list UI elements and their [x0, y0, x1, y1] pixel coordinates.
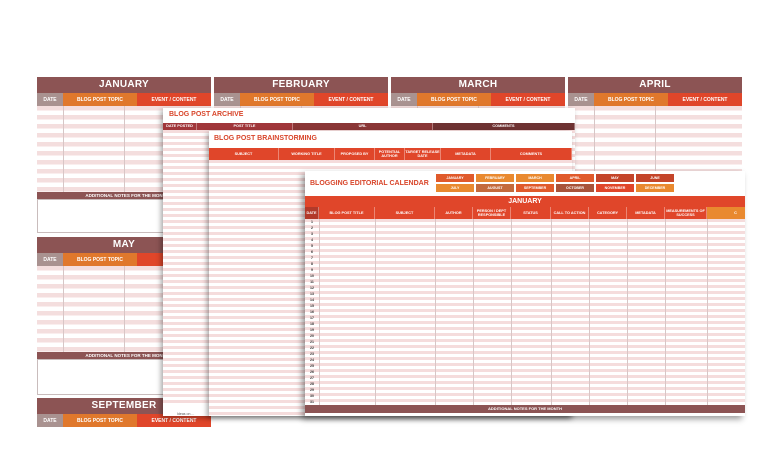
day-number: 18 [310, 322, 314, 326]
event-header: EVENT / CONTENT [314, 93, 388, 106]
day-number: 10 [310, 274, 314, 278]
day-number: 13 [310, 292, 314, 296]
month-title: FEBRUARY [214, 77, 388, 93]
notes-label: ADDITIONAL NOTES FOR THE MON [37, 352, 211, 359]
column-proposed-by: PROPOSED BY [335, 148, 375, 160]
date-header: DATE [214, 93, 240, 106]
day-number: 8 [311, 262, 313, 266]
month-rows [568, 106, 742, 177]
column-post-title: POST TITLE [197, 123, 293, 130]
column-category: CATEGORY [589, 207, 627, 219]
column-person-dept: PERSON / DEPT RESPONSIBLE [473, 207, 511, 219]
editorial-column-headers [305, 207, 745, 219]
day-number: 6 [311, 250, 313, 254]
column-metadata: METADATA [441, 148, 491, 160]
event-header: EVENT / CONTENT [668, 93, 742, 106]
month-title: MAY [37, 237, 211, 253]
column-url: URL [293, 123, 433, 130]
month-header-row [391, 93, 565, 106]
brainstorm-column-headers [209, 148, 572, 160]
column-date-posted: DATE POSTED [163, 123, 197, 130]
day-number: 26 [310, 370, 314, 374]
month-sheet-april [568, 77, 742, 177]
day-number: 1 [311, 220, 313, 224]
archive-footer-text: Ideas on ... [177, 412, 195, 416]
column-subject: SUBJECT [375, 207, 435, 219]
topic-header: BLOG POST TOPIC [63, 414, 137, 427]
date-header: DATE [37, 93, 63, 106]
topic-header: BLOG POST TOPIC [594, 93, 668, 106]
month-tab-february[interactable]: FEBRUARY [476, 174, 514, 182]
day-number: 30 [310, 394, 314, 398]
column-date: DATE [305, 207, 319, 219]
date-header: DATE [391, 93, 417, 106]
column-call-to-action: CALL TO ACTION [551, 207, 589, 219]
blogging-editorial-calendar-sheet [305, 171, 745, 416]
day-number: 16 [310, 310, 314, 314]
date-header: DATE [37, 253, 63, 266]
month-tab-grid [436, 174, 674, 192]
column-working-title: WORKING TITLE [279, 148, 335, 160]
event-header: EVENT / CONTENT [137, 414, 211, 427]
day-number: 21 [310, 340, 314, 344]
sheet-title: BLOGGING EDITORIAL CALENDAR [310, 180, 429, 187]
column-target-release-date: TARGET RELEASE DATE [405, 149, 440, 158]
day-number: 11 [310, 280, 314, 284]
day-number: 17 [310, 316, 314, 320]
month-tab-may[interactable]: MAY [596, 174, 634, 182]
day-number: 22 [310, 346, 314, 350]
day-number: 15 [310, 304, 314, 308]
notes-label: ADDITIONAL NOTES FOR THE MONTH [305, 405, 745, 413]
month-tab-november[interactable]: NOVEMBER [596, 184, 634, 192]
archive-column-headers [163, 123, 575, 130]
editorial-rows [305, 219, 745, 405]
date-header: DATE [568, 93, 594, 106]
topic-header: BLOG POST TOPIC [63, 253, 137, 266]
column-comments: COMMENTS [433, 123, 575, 130]
current-month-bar: JANUARY [305, 196, 745, 207]
day-number: 12 [310, 286, 314, 290]
notes-label: ADDITIONAL NOTES FOR THE MON [37, 192, 211, 199]
column-blog-post-title: BLOG POST TITLE [319, 207, 375, 219]
event-header: EVENT / CONTENT [137, 93, 211, 106]
column-potential-author: POTENTIAL AUTHOR [375, 148, 405, 160]
month-tab-october[interactable]: OCTOBER [556, 184, 594, 192]
day-number: 25 [310, 364, 314, 368]
month-title: SEPTEMBER [37, 398, 211, 414]
day-number: 7 [311, 256, 313, 260]
day-number: 29 [310, 388, 314, 392]
month-title: JANUARY [37, 77, 211, 93]
month-header-row [568, 93, 742, 106]
day-number: 28 [310, 382, 314, 386]
day-number: 23 [310, 352, 314, 356]
day-number: 24 [310, 358, 314, 362]
topic-header: BLOG POST TOPIC [417, 93, 491, 106]
day-number: 19 [310, 328, 314, 332]
month-tab-september[interactable]: SEPTEMBER [516, 184, 554, 192]
day-number: 2 [311, 226, 313, 230]
day-number: 3 [311, 232, 313, 236]
month-tab-march[interactable]: MARCH [516, 174, 554, 182]
column-comments: COMMENTS [491, 148, 572, 160]
month-tab-december[interactable]: DECEMBER [636, 184, 674, 192]
day-number: 5 [311, 244, 313, 248]
month-tab-june[interactable]: JUNE [636, 174, 674, 182]
month-tab-january[interactable]: JANUARY [436, 174, 474, 182]
month-header-row [214, 93, 388, 106]
column-metadata: METADATA [627, 207, 665, 219]
day-number: 14 [310, 298, 314, 302]
month-header-row [37, 93, 211, 106]
day-number: 31 [310, 400, 314, 404]
day-number: 9 [311, 268, 313, 272]
date-header: DATE [37, 414, 63, 427]
sheet-title: BLOG POST ARCHIVE [169, 111, 244, 118]
topic-header: BLOG POST TOPIC [63, 93, 137, 106]
day-number: 4 [311, 238, 313, 242]
column-subject: SUBJECT [209, 148, 279, 160]
month-tab-april[interactable]: APRIL [556, 174, 594, 182]
day-number: 20 [310, 334, 314, 338]
month-tab-august[interactable]: AUGUST [476, 184, 514, 192]
column-measurements-of-success: MEASUREMENTS OF SUCCESS [665, 207, 707, 219]
column-c: C [707, 207, 745, 219]
day-number-column [305, 219, 319, 405]
event-header: EVENT / CONTENT [491, 93, 565, 106]
month-title: APRIL [568, 77, 742, 93]
topic-header: BLOG POST TOPIC [240, 93, 314, 106]
month-title: MARCH [391, 77, 565, 93]
month-tab-july[interactable]: JULY [436, 184, 474, 192]
sheet-title: BLOG POST BRAINSTORMING [214, 135, 317, 142]
day-number: 27 [310, 376, 314, 380]
column-status: STATUS [511, 207, 551, 219]
column-author: AUTHOR [435, 207, 473, 219]
